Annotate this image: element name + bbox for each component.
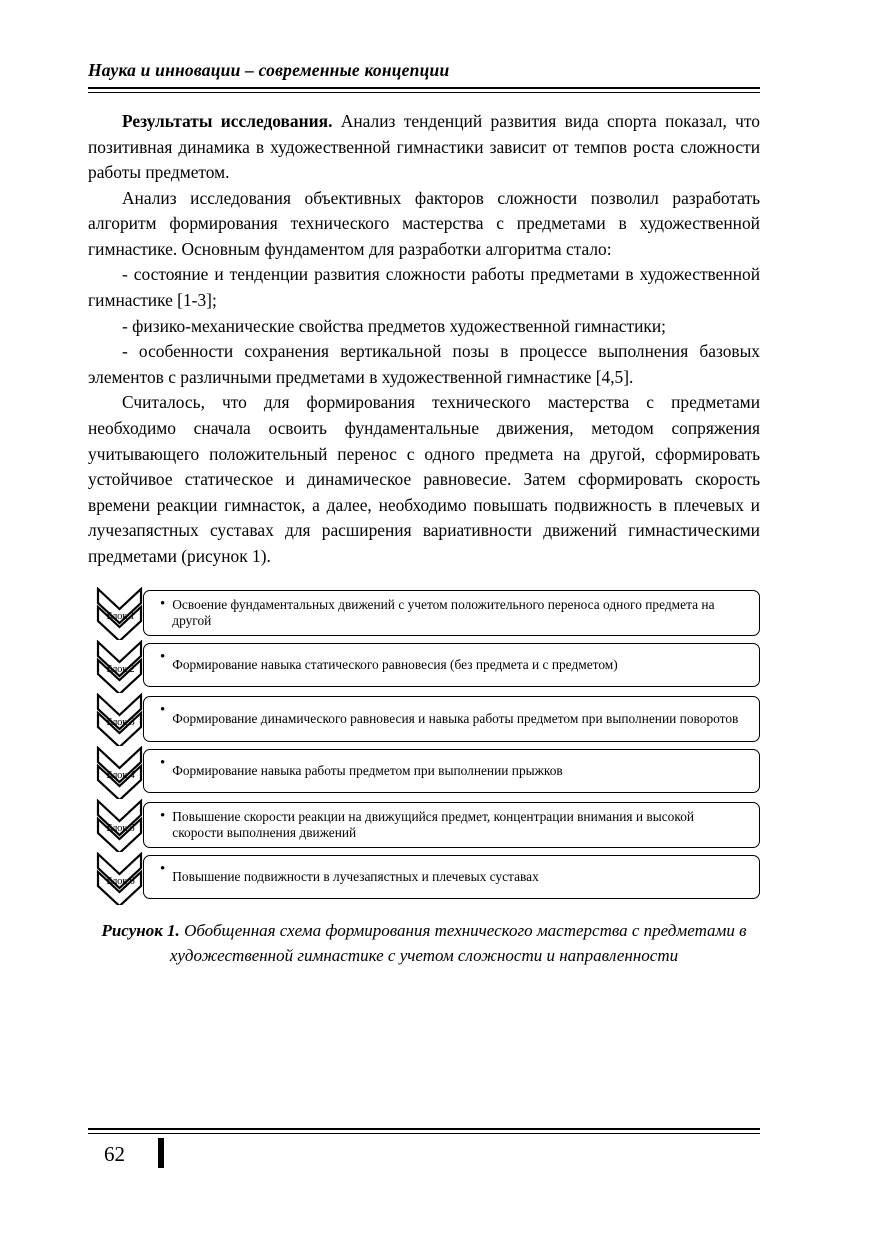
header-rule	[88, 87, 760, 93]
bullet-icon: •	[160, 596, 166, 613]
figure-caption	[88, 919, 760, 968]
page-content	[88, 60, 760, 969]
figure-block-label-1: Блок 1	[106, 611, 135, 623]
figure-block-text-2: Формирование навыка статического равновесия (без предмета и с предметом)	[172, 657, 618, 673]
bullet-icon: •	[160, 861, 166, 878]
figure-block-row-1	[88, 587, 760, 640]
figure-block-label-2: Блок 2	[106, 664, 135, 676]
figure-block-row-4	[88, 746, 760, 799]
paragraph-1-text: Анализ тенденций развития вида спорта показал, что позитивная динамика в художественной гимнастики зависит от темпов роста сложности работы предметом.	[88, 111, 760, 183]
paragraph-1	[88, 109, 760, 186]
chevron-down-icon	[96, 693, 143, 746]
footer-bar-ornament	[158, 1138, 164, 1168]
figure-block-label-3: Блок 3	[106, 717, 135, 729]
figure-block-box-5	[143, 802, 760, 848]
paragraph-1-lead: Результаты исследования.	[122, 111, 333, 131]
figure-block-text-1: Освоение фундаментальных движений с учетом положительного переноса одного предмета на другой	[172, 596, 715, 629]
paragraph-4: - физико-механические свойства предметов художественной гимнастики;	[122, 315, 667, 336]
figure-1	[88, 587, 760, 905]
figure-block-box-3	[143, 696, 760, 742]
figure-block-text-4: Формирование навыка работы предметом при выполнении прыжков	[172, 763, 563, 779]
chevron-down-icon	[96, 799, 143, 852]
figure-block-text-6: Повышение подвижности в лучезапястных и плечевых суставах	[172, 869, 539, 885]
bullet-icon: •	[160, 702, 166, 719]
figure-caption-lead: Рисунок 1.	[101, 921, 180, 941]
page-number: 62	[104, 1142, 125, 1166]
figure-block-box-6	[143, 855, 760, 899]
paragraph-5: - особенности сохранения вертикальной позы в процессе выполнения базовых элементов с различными предметами в художественной гимнастике [4,5].	[88, 341, 760, 387]
running-head: Наука и инновации – современные концепции	[88, 60, 450, 80]
figure-block-row-5	[88, 799, 760, 852]
figure-block-box-4	[143, 749, 760, 793]
chevron-down-icon	[96, 746, 143, 799]
figure-block-row-2	[88, 640, 760, 693]
figure-block-label-5: Блок 5	[106, 823, 135, 835]
paragraph-3: - состояние и тенденции развития сложности работы предметами в художественной гимнастике [1-3];	[88, 264, 760, 311]
figure-block-label-4: Блок 4	[106, 770, 135, 782]
bullet-icon: •	[160, 649, 166, 666]
figure-block-text-3: Формирование динамического равновесия и навыка работы предметом при выполнении поворотов	[172, 711, 739, 727]
figure-block-label-6: Блок 6	[106, 876, 135, 888]
chevron-down-icon	[96, 640, 143, 693]
figure-caption-text: Обобщенная схема формирования технического мастерства с предметами в художественной гимнастике с учетом сложности и направленности	[169, 921, 747, 966]
figure-block-box-1	[143, 590, 760, 636]
figure-block-text-5: Повышение скорости реакции на движущийся предмет, концентрации внимания и высокой скорости выполнения движений	[172, 808, 695, 841]
bullet-icon: •	[160, 808, 166, 825]
page-number-area	[88, 1134, 760, 1180]
figure-block-row-3	[88, 693, 760, 746]
page-footer	[88, 1128, 760, 1180]
paragraph-2: Анализ исследования объективных факторов сложности позволил разработать алгоритм формирования технического мастерства с предметами в художественной гимнастике. Основным фундаментом для разработки алгоритма стало:	[88, 187, 760, 259]
paragraph-6: Считалось, что для формирования технического мастерства с предметами необходимо сначала освоить фундаментальные движения, методом сопряжения учитывающего положительный перенос с одного предмета на другой, сформировать устойчивое статическое и динамическое равновесие. Затем сформировать скорость времени реакции гимнасток, а далее, необходимо повышать подвижность в плечевых и лучезапястных суставах для расширения вариативности движений гимнастическими предметами (рисунок 1).	[88, 392, 760, 566]
chevron-down-icon	[96, 587, 143, 640]
chevron-down-icon	[96, 852, 143, 905]
figure-block-row-6	[88, 852, 760, 905]
figure-block-box-2	[143, 643, 760, 687]
bullet-icon: •	[160, 755, 166, 772]
